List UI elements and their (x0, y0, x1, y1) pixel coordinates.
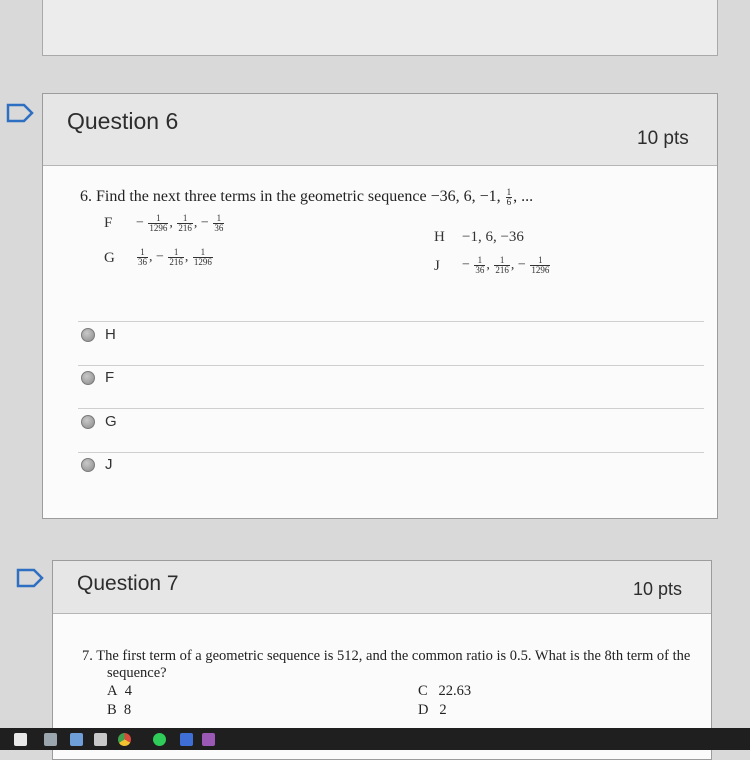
choice-letter-g: G (104, 250, 115, 266)
choice-letter-h: H (434, 229, 445, 245)
choice-j-terms: − $\frac{1}{36}$ , $\frac{1}{216}$ , − $\frac{1}{1296}$ (462, 255, 550, 275)
fraction: $\frac{1}{216}$ (178, 213, 192, 233)
question-6-number: 6. (80, 188, 92, 206)
fraction: $\frac{1}{1296}$ (193, 247, 212, 267)
answer-label: G (105, 413, 117, 430)
question-7-problem (82, 648, 750, 665)
radio-button[interactable] (81, 415, 95, 429)
app-icon[interactable] (202, 733, 215, 746)
q7-choice-b: B 8 (107, 702, 132, 718)
question-6-sequence-tail: , ... (513, 188, 534, 206)
answer-label: J (105, 456, 113, 473)
q7-choice-a: A 4 (107, 683, 132, 699)
spotify-icon[interactable] (153, 733, 166, 746)
previous-question-card (42, 0, 718, 56)
answer-option-j[interactable] (78, 452, 378, 482)
answer-label: F (105, 369, 115, 386)
question-7-number: 7. (82, 648, 93, 664)
store-icon[interactable] (70, 733, 83, 746)
flag-icon[interactable] (16, 568, 44, 588)
windows-start-icon[interactable] (14, 733, 27, 746)
choice-letter-j: J (434, 258, 440, 274)
choice-h-terms: −1, 6, −36 (462, 229, 524, 245)
fraction: $\frac{1}{36}$ (214, 213, 224, 233)
chrome-icon[interactable] (118, 733, 131, 746)
radio-button[interactable] (81, 328, 95, 342)
answer-label: H (105, 326, 116, 343)
choice-g-terms: $\frac{1}{36}$ , − $\frac{1}{216}$ , $\frac{1}{1296}$ (138, 247, 212, 267)
taskbar (0, 728, 750, 750)
question-6-prompt: Find the next three terms in the geometric sequence (96, 188, 427, 206)
sequence-fraction: $\frac{1}{6}$ (506, 187, 512, 207)
fraction: $\frac{1}{216}$ (169, 247, 183, 267)
fraction: $\frac{1}{1296}$ (531, 255, 550, 275)
fraction: $\frac{1}{36}$ (475, 255, 485, 275)
radio-button[interactable] (81, 371, 95, 385)
question-7-prompt: The first term of a geometric sequence is 512, and the common ratio is 0.5. What is the 8th term of the (96, 648, 691, 664)
answer-option-f[interactable] (78, 365, 378, 395)
question-6-title: Question 6 (67, 108, 179, 134)
question-6-header (43, 94, 717, 166)
fraction: $\frac{1}{1296}$ (149, 213, 168, 233)
fraction: $\frac{1}{36}$ (138, 247, 147, 267)
question-6-points: 10 pts (637, 128, 689, 149)
question-7-prompt-line2: sequence? (107, 665, 167, 681)
flag-icon[interactable] (6, 103, 34, 123)
radio-button[interactable] (81, 458, 95, 472)
question-7-points: 10 pts (633, 579, 683, 599)
q7-choice-c: C 22.63 (418, 683, 472, 699)
question-6-problem (80, 188, 533, 207)
file-explorer-icon[interactable] (44, 733, 57, 746)
choice-f-terms: − $\frac{1}{1296}$ , $\frac{1}{216}$ , − $\frac{1}{36}$ (136, 213, 224, 233)
answer-option-g[interactable] (78, 409, 378, 439)
question-7-header (53, 561, 711, 614)
app-icon[interactable] (180, 733, 193, 746)
answer-option-h[interactable] (78, 322, 378, 352)
q7-choice-d: D 2 (418, 702, 447, 718)
question-6-sequence: −36, 6, −1, (430, 188, 501, 206)
app-icon[interactable] (94, 733, 107, 746)
choice-letter-f: F (104, 215, 113, 231)
question-7-title: Question 7 (77, 572, 179, 595)
fraction: $\frac{1}{216}$ (495, 255, 509, 275)
